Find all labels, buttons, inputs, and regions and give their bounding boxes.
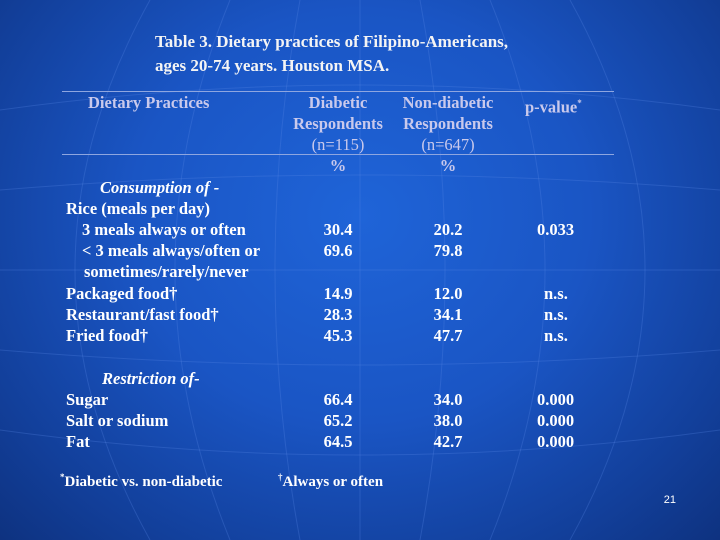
- header-diabetic-percent: %: [329, 156, 347, 175]
- row-label-packaged-food: Packaged food†: [66, 284, 178, 303]
- footnote-2-text: Always or often: [282, 474, 384, 490]
- row-nondiabetic-sugar: 34.0: [433, 390, 463, 409]
- row-p-salt: 0.000: [537, 411, 575, 430]
- row-label-fat: Fat: [66, 432, 90, 451]
- row-p-sugar: 0.000: [537, 390, 575, 409]
- table-title-line-1: Table 3. Dietary practices of Filipino-Americans,: [155, 32, 509, 51]
- row-nondiabetic-less-3-meals: 79.8: [433, 241, 463, 260]
- row-label-less-3-meals-cont: sometimes/rarely/never: [84, 262, 249, 281]
- row-p-3-meals: 0.033: [537, 220, 575, 239]
- row-p-fat: 0.000: [537, 432, 575, 451]
- row-nondiabetic-packaged-food: 12.0: [433, 284, 463, 303]
- row-label-restaurant-food: Restaurant/fast food†: [66, 305, 219, 324]
- header-non-diabetic-percent: %: [439, 156, 457, 175]
- row-nondiabetic-fried-food: 47.7: [433, 326, 463, 345]
- row-nondiabetic-3-meals: 20.2: [433, 220, 463, 239]
- row-diabetic-less-3-meals: 69.6: [323, 241, 353, 260]
- row-p-packaged-food: n.s.: [544, 284, 568, 303]
- footnote-always-or-often: [278, 467, 383, 492]
- row-p-restaurant-food: n.s.: [544, 305, 568, 324]
- row-p-fried-food: n.s.: [544, 326, 568, 345]
- header-top-rule: [62, 91, 614, 92]
- row-label-3-meals: 3 meals always or often: [82, 220, 246, 239]
- row-diabetic-packaged-food: 14.9: [323, 284, 353, 303]
- header-p-value-label: p-value: [525, 97, 578, 117]
- header-p-value: [525, 93, 582, 118]
- section-restriction: Restriction of-: [102, 369, 200, 388]
- header-diabetic: Diabetic: [308, 93, 368, 112]
- table-title-line-2: ages 20-74 years. Houston MSA.: [155, 56, 390, 75]
- row-label-less-3-meals: < 3 meals always/often or: [82, 241, 261, 260]
- header-diabetic-n: (n=115): [311, 135, 365, 154]
- row-label-salt: Salt or sodium: [66, 411, 169, 430]
- row-nondiabetic-salt: 38.0: [433, 411, 463, 430]
- header-non-diabetic-n: (n=647): [421, 135, 475, 154]
- header-non-diabetic: Non-diabetic: [402, 93, 494, 112]
- section-consumption: Consumption of -: [100, 178, 220, 197]
- section-rice: Rice (meals per day): [66, 199, 211, 218]
- row-label-sugar: Sugar: [66, 390, 109, 409]
- row-diabetic-fried-food: 45.3: [323, 326, 353, 345]
- row-diabetic-fat: 64.5: [323, 432, 353, 451]
- row-diabetic-3-meals: 30.4: [323, 220, 353, 239]
- header-bottom-rule: [62, 154, 614, 155]
- header-dietary-practices: Dietary Practices: [88, 93, 210, 112]
- footnote-1-mark: *: [60, 472, 65, 482]
- page-number: 21: [663, 494, 676, 506]
- header-diabetic-respondents: Respondents: [293, 114, 383, 133]
- footnote-diabetic-vs-nondiabetic: [60, 467, 222, 492]
- header-p-value-mark: *: [577, 98, 582, 108]
- row-diabetic-salt: 65.2: [323, 411, 353, 430]
- row-nondiabetic-fat: 42.7: [433, 432, 463, 451]
- row-nondiabetic-restaurant-food: 34.1: [433, 305, 463, 324]
- footnote-2-mark: †: [278, 472, 283, 482]
- row-label-fried-food: Fried food†: [66, 326, 149, 345]
- header-non-diabetic-respondents: Respondents: [403, 114, 493, 133]
- row-diabetic-sugar: 66.4: [323, 390, 353, 409]
- row-diabetic-restaurant-food: 28.3: [323, 305, 353, 324]
- footnote-1-text: Diabetic vs. non-diabetic: [64, 474, 223, 490]
